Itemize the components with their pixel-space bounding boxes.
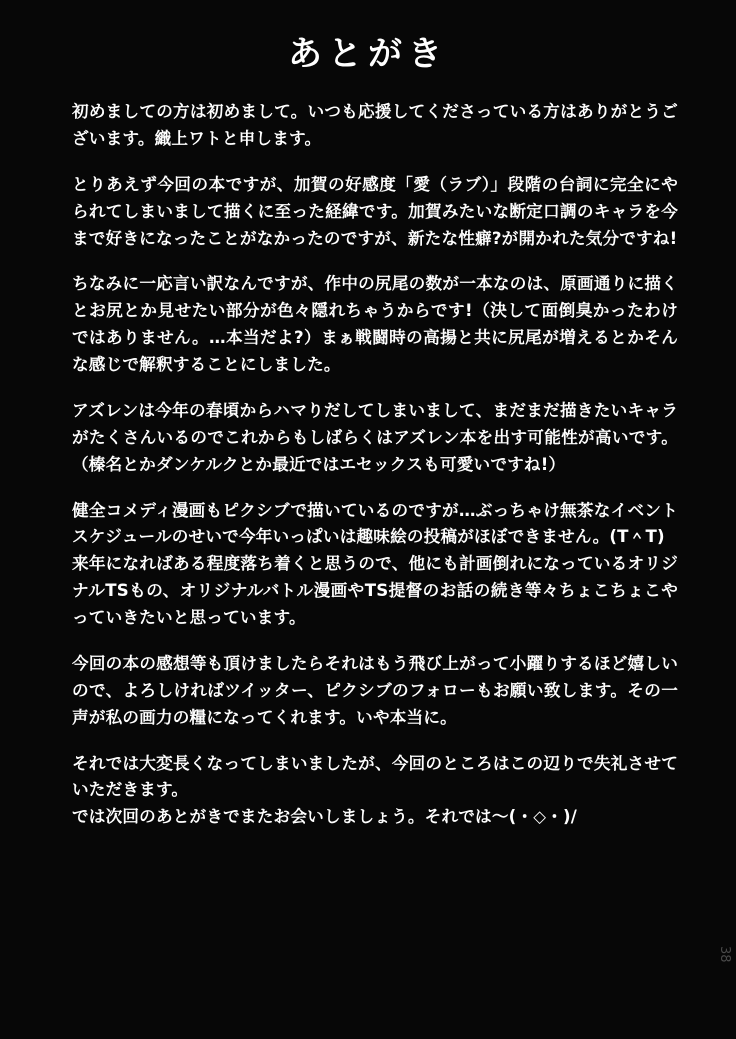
paragraph-farewell: では次回のあとがきでまたお会いしましょう。それでは〜(・◇・)/ [72,807,578,827]
paragraph-next-year-plans: 来年になればある程度落ち着くと思うので、他にも計画倒れになっているオリジナルTSもの、オリジナルバトル漫画やTS提督のお話の続き等々ちょこちょこやっていきたいと思っています。 [72,554,678,627]
paragraph-azurlane: アズレンは今年の春頃からハマりだしてしまいまして、まだまだ描きたいキャラがたくさんいるのでこれからもしばらくはアズレン本を出す可能性が高いです。（榛名とかダンケルクとか最近ではエセックスも可愛いですね!） [72,400,678,474]
page-title: あとがき [288,34,448,74]
paragraph-closing: それでは大変長くなってしまいましたが、今回のところはこの辺りで失礼させていただきます。 [72,753,678,800]
paragraph-greeting: 初めましての方は初めまして。いつも応援してくださっている方はありがとうございます。織上ワトと申します。 [72,102,678,148]
paragraph-tail-excuse: ちなみに一応言い訳なんですが、作中の尻尾の数が一本なのは、原画通りに描くとお尻とか見せたい部分が色々隠れちゃうからです!（決して面倒臭かったわけではありません。…本当だよ?）まぁ戦闘時の高揚と共に尻尾が増えるとかそんな感じで解釈することにしました。 [72,274,678,374]
page-number: 38 [717,946,732,963]
afterword-body [0,85,736,831]
paragraph-feedback-request: 今回の本の感想等も頂けましたらそれはもう飛び上がって小躍りするほど嬉しいので、よろしければツイッター、ピクシブのフォローもお願い致します。その一声が私の画力の糧になってくれます。いや本当に。 [72,653,678,727]
paragraph-about-this-book: とりあえず今回の本ですが、加賀の好感度「愛（ラブ）」段階の台詞に完全にやられてしまいまして描くに至った経緯です。加賀みたいな断定口調のキャラを今まで好きになったことがなかったのですが、新たな性癖?が開かれた気分ですね! [72,174,678,248]
paragraph-pixiv-schedule: 健全コメディ漫画もピクシブで描いているのですが…ぶっちゃけ無茶なイベントスケジュールのせいで今年いっぱいは趣味絵の投稿がほぼできません。(T＾T) [72,500,678,547]
